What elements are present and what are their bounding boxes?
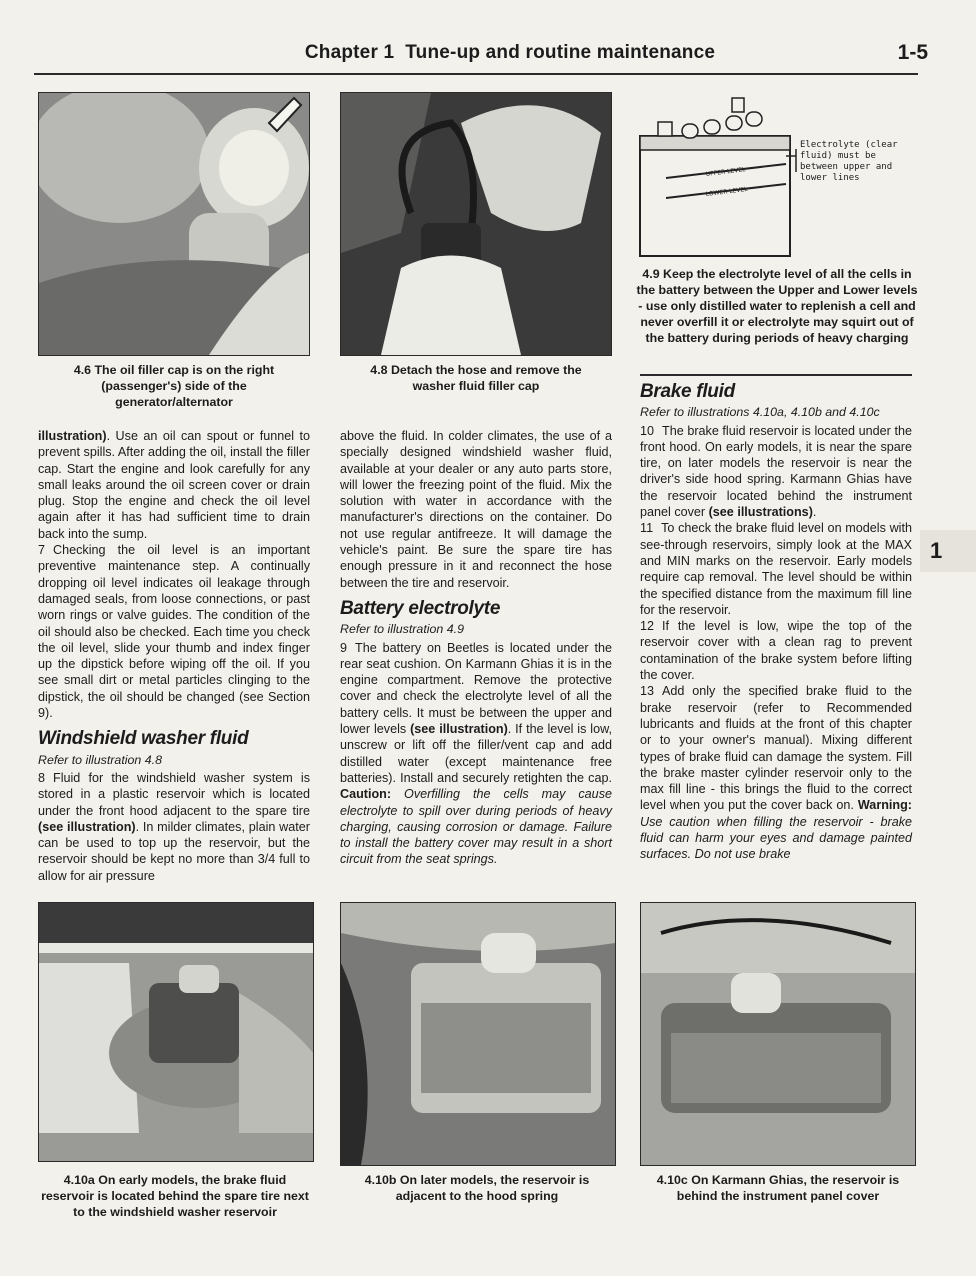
text-column-3 — [640, 378, 912, 863]
caption-fig-4-8: 4.8 Detach the hose and remove the washer fluid filler cap — [370, 363, 582, 393]
caption-fig-4-6: 4.6 The oil filler cap is on the right (passenger's) side of the generator/alternator — [73, 363, 275, 409]
col1-p2: Checking the oil level is an important preventive maintenance step. A continually dropping oil level indicates oil leakage through damaged seals, from loose connections, or past worn rings or valve guides. The condition of the oil should also be checked. Each time you check the oil level, slide your thumb and index finger up the dipstick before wiping off the oil. If you see small dirt or metal particles clinging to the dipstick, the oil should be changed (see Section 9). — [38, 543, 310, 721]
col3-p4: Add only the specified brake fluid to the brake reservoir (refer to Recommended lubricants and fluids at the front of this chapter or to your owner's manual). Mixing different types of brake fluid can damage the system. Fill the brake master cylinder reservoir only to the max fill line - this brings the fluid to the correct level when you put the cover back on. — [640, 684, 912, 813]
chapter-name: Tune-up and routine maintenance — [405, 42, 716, 63]
col3-p1a: The brake fluid reservoir is located under the front hood. On early models, it is near the spare tire, on later models the reservoir is near the driver's side hood spring. Karmann Ghias have the reservoir located behind the instrument panel cover — [640, 423, 912, 520]
header-rule — [34, 73, 918, 75]
text-column-2 — [340, 428, 612, 868]
col1-p3c: . In milder climates, plain water can be used to top up the reservoir, but the reservoir should be kept no more than 3/4 full to allow for air pressure — [38, 819, 310, 883]
photo-washer-fluid-cap — [340, 92, 612, 356]
col3-p1-num: 10 — [640, 423, 655, 438]
chapter-label: Chapter 1 — [304, 42, 395, 63]
photo-brake-reservoir-later — [340, 902, 616, 1166]
photo-brake-reservoir-early — [38, 902, 314, 1162]
col1-p2-num: 7 — [38, 543, 46, 558]
electrolyte-callout: Electrolyte (clear fluid) must be between upper and lower lines — [800, 140, 898, 183]
lower-level-label: LOWER LEVEL — [705, 185, 748, 198]
photo-oil-filler-cap — [38, 92, 310, 356]
col3-p1c: . — [812, 505, 817, 520]
caption-fig-4-10c: 4.10c On Karmann Ghias, the reservoir is behind the instrument panel cover — [656, 1173, 900, 1203]
col1-p3-num: 8 — [38, 770, 46, 785]
caption-fig-4-9: 4.9 Keep the electrolyte level of all the cells in the battery between the Upper and Lower levels - use only distilled water to replenish a cell and never overfill it or electrolyte may squirt out of the battery during periods of heavy charging — [636, 267, 918, 345]
col2-caution-text: Overfilling the cells may cause electrolyte to spill over during periods of heavy charging, causing corrosion or damage. Failure to install the battery cover may result in a short circuit from the seat springs. — [340, 787, 612, 867]
section-windshield-washer-fluid: Windshield washer fluid — [38, 728, 249, 750]
col2-p2b: (see illustration) — [410, 722, 508, 737]
col2-p1: above the fluid. In colder climates, the use of a specially designed windshield washer fluid, available at your dealer or any auto parts store, will lower the freezing point of the fluid. Mix the solution with water in accordance with the manufacturer's directions on the container. Do not use regular antifreeze. It will damage the vehicle's paint. Be sure the spare tire has enough pressure in it and reconnect the hose between the tire and reservoir. — [340, 429, 612, 590]
refer-4-8: Refer to illustration 4.8 — [38, 752, 162, 767]
col3-p3: If the level is low, wipe the top of the reservoir cover with a clean rag to prevent contamination of the brake system before lifting the cover. — [640, 619, 912, 683]
col3-p2-num: 11 — [640, 521, 654, 536]
col3-p3-num: 12 — [640, 619, 655, 634]
chapter-tab: 1 — [920, 530, 976, 572]
col2-p2a: The battery on Beetles is located under the rear seat cushion. On Karmann Ghias it is in the engine compartment. Remove the protective cover and check the electrolyte level of all the battery cells. It must be between the upper and lower levels — [340, 640, 612, 737]
col1-lead: illustration) — [38, 429, 107, 443]
caption-fig-4-10a: 4.10a On early models, the brake fluid reservoir is located behind the spare tire next to the windshield washer reservoir — [41, 1173, 309, 1219]
battery-diagram — [636, 94, 916, 264]
col1-p3b: (see illustration) — [38, 819, 136, 834]
col3-p2: To check the brake fluid level on models with see-through reservoirs, simply look at the MAX and MIN marks on the reservoir. Early models require cap removal. The level should be within the specified distance from the maximum fill line for the reservoir. — [640, 521, 912, 617]
caption-fig-4-10b: 4.10b On later models, the reservoir is adjacent to the hood spring — [364, 1173, 590, 1203]
upper-level-label: UPPER LEVEL — [705, 166, 746, 178]
col1-p1: . Use an oil can spout or funnel to prevent spills. After adding the oil, install the filler cap. Start the engine and look carefully for any small leaks around the oil screen cover or drain plug. Stop the engine and check the oil level again after it has had sufficient time to drain back into the sump. — [38, 429, 310, 541]
col2-caution-label: Caution: — [340, 787, 392, 802]
section-rule — [640, 374, 912, 376]
text-column-1 — [38, 428, 310, 884]
refer-4-10: Refer to illustrations 4.10a, 4.10b and 4.10c — [640, 405, 880, 420]
col1-p3a: Fluid for the windshield washer system is stored in a plastic reservoir which is located under the front hood adjacent to the spare tire — [38, 770, 310, 818]
col3-warning-text: Use caution when filling the reservoir - brake fluid can harm your eyes and damage painted surfaces. Do not use brake — [640, 814, 912, 862]
refer-4-9: Refer to illustration 4.9 — [340, 622, 464, 637]
section-brake-fluid: Brake fluid — [640, 381, 735, 402]
col3-warning-label: Warning: — [857, 798, 912, 813]
page-number: 1-5 — [897, 41, 928, 64]
chapter-title — [270, 42, 750, 64]
col3-p4-num: 13 — [640, 684, 655, 699]
photo-brake-reservoir-ghia — [640, 902, 916, 1166]
col2-p2c: . If the level is low, unscrew or lift off the filler/vent cap and add distilled water (except maintenance free batteries). Install and securely retighten the cap. — [340, 722, 612, 785]
col2-p2-num: 9 — [340, 640, 348, 655]
col3-p1b: (see illustrations) — [708, 505, 813, 520]
section-battery-electrolyte: Battery electrolyte — [340, 597, 501, 619]
